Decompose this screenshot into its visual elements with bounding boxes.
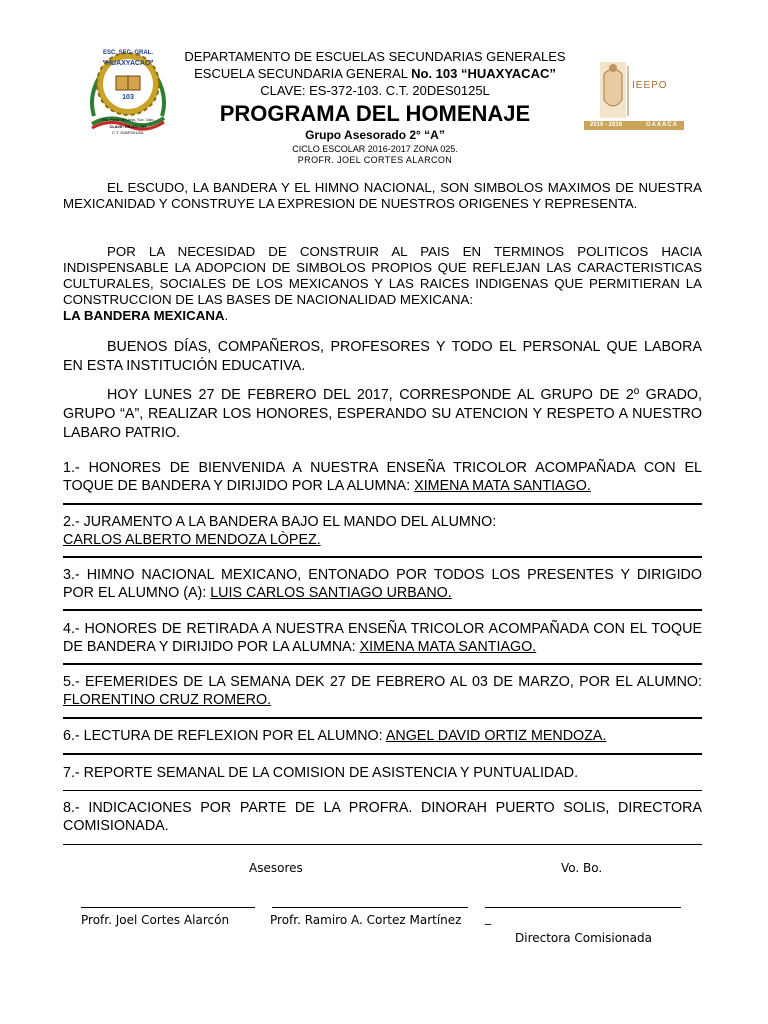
ieepo-logo	[584, 60, 684, 130]
item-6-student: ANGEL DAVID ORTIZ MENDOZA.	[385, 728, 607, 744]
item-8-text: 8.- INDICACIONES POR PARTE DE LA PROFRA. DINORAH PUERTO SOLIS, DIRECTORA COMISIONADA.	[63, 800, 702, 834]
divider	[63, 844, 702, 845]
item-1-student: XIMENA MATA SANTIAGO.	[414, 478, 591, 494]
signer-2-name: Profr. Ramiro A. Cortez Martínez	[270, 913, 462, 927]
header-school	[170, 65, 580, 82]
oaxaca-shield-icon	[584, 60, 684, 130]
program-item-4	[63, 620, 702, 656]
signer-1-name: Profr. Joel Cortes Alarcón	[81, 913, 230, 927]
logo-caption-3: C.T. 20DES0125L	[111, 130, 145, 135]
item-5-text: 5.- EFEMERIDES DE LA SEMANA DEK 27 DE FEBRERO AL 03 DE MARZO, POR EL ALUMNO:	[63, 674, 702, 690]
item-5-student: FLORENTINO CRUZ ROMERO.	[63, 692, 272, 708]
program-item-5	[63, 673, 702, 709]
paragraph-4	[63, 386, 702, 443]
item-2-text: 2.- JURAMENTO A LA BANDERA BAJO EL MANDO DEL ALUMNO:	[63, 514, 497, 530]
item-1-text: 1.- HONORES DE BIENVENIDA A NUESTRA ENSEÑA TRICOLOR ACOMPAÑADA CON EL TOQUE DE BANDERA Y DIRIJIDO POR LA ALUMNA:	[63, 460, 702, 494]
group-label: Grupo Asesorado 2° “A”	[305, 128, 445, 142]
signer-3-mark: _	[485, 911, 491, 925]
asesores-label: Asesores	[249, 861, 303, 875]
paragraph-3	[63, 338, 702, 376]
item-4-student: XIMENA MATA SANTIAGO.	[359, 639, 537, 655]
divider	[63, 790, 702, 791]
school-logo	[86, 46, 170, 138]
item-7-text: 7.- REPORTE SEMANAL DE LA COMISION DE ASISTENCIA Y PUNTUALIDAD.	[63, 765, 579, 781]
header-clave: CLAVE: ES-372-103. C.T. 20DES0125L	[260, 83, 490, 98]
paragraph-2	[63, 244, 702, 324]
paragraph-3-text: BUENOS DÍAS, COMPAÑEROS, PROFESORES Y TODO EL PERSONAL QUE LABORA EN ESTA INSTITUCIÓN EDUCATIVA.	[63, 339, 702, 374]
divider	[63, 753, 702, 755]
divider	[63, 717, 702, 719]
ieepo-years: 2010 - 2016	[590, 122, 623, 128]
paragraph-2-text: POR LA NECESIDAD DE CONSTRUIR AL PAIS EN TERMINOS POLITICOS HACIA INDISPENSABLE LA ADOPCION DE SIMBOLOS PROPIOS QUE REFLEJAN LAS CARACTERISTICAS CULTURALES, SOCIALES DE LOS MEXICANOS Y LAS RAICES INDIGENAS QUE PERMITIERAN LA CONSTRUCCION DE LAS BASES DE NACIONALIDAD MEXICANA:	[63, 244, 702, 307]
logo-caption-1: Sta. Rosa de Lima, Tux. Oax.	[101, 117, 155, 122]
divider	[63, 503, 702, 505]
signer-3-title: Directora Comisionada	[515, 931, 652, 945]
program-item-8	[63, 799, 702, 835]
item-4-text: 4.- HONORES DE RETIRADA A NUESTRA ENSEÑA TRICOLOR ACOMPAÑADA CON EL TOQUE DE BANDERA Y DIRIJIDO POR LA ALUMNA:	[63, 621, 702, 655]
ieepo-text: IEEPO	[632, 80, 668, 91]
vobo-label: Vo. Bo.	[561, 861, 603, 875]
paragraph-4-text: HOY LUNES 27 DE FEBRERO DEL 2017, CORRESPONDE AL GRUPO DE 2º GRADO, GRUPO “A”, REALIZAR LOS HONORES, ESPERANDO SU ATENCION Y RESPETO A NUESTRO LABARO PATRIO.	[63, 387, 702, 441]
logo-top-text: ESC. SEC. GRAL.	[102, 50, 153, 56]
program-item-3	[63, 566, 702, 602]
program-item-1	[63, 459, 702, 495]
school-cycle: CICLO ESCOLAR 2016-2017 ZONA 025.	[292, 144, 458, 154]
program-item-7	[63, 764, 702, 782]
item-2-student: CARLOS ALBERTO MENDOZA LÒPEZ.	[63, 532, 321, 548]
paragraph-1-text: EL ESCUDO, LA BANDERA Y EL HIMNO NACIONAL, SON SIMBOLOS MAXIMOS DE NUESTRA MEXICANIDAD Y CONSTRUYE LA EXPRESION DE NUESTROS ORIGENES Y REPRESENTA.	[63, 180, 702, 211]
divider	[63, 556, 702, 558]
signature-line-1	[81, 907, 255, 908]
logo-number: 103	[122, 94, 134, 101]
paragraph-2-end: .	[224, 308, 229, 323]
divider	[63, 663, 702, 665]
program-item-2	[63, 513, 702, 549]
item-6-text: 6.- LECTURA DE REFLEXION POR EL ALUMNO:	[63, 728, 386, 744]
paragraph-1	[63, 180, 702, 212]
divider	[63, 609, 702, 611]
signature-line-2	[272, 907, 468, 908]
header-school-prefix: ESCUELA SECUNDARIA GENERAL	[194, 66, 412, 81]
program-item-6	[63, 727, 702, 745]
header-department: DEPARTAMENTO DE ESCUELAS SECUNDARIAS GENERALES	[184, 49, 566, 64]
header-school-number: No. 103 “HUAXYACAC”	[411, 66, 556, 81]
logo-caption-2: CLAVE: ES-372-103	[109, 124, 147, 129]
paragraph-2-bold: LA BANDERA MEXICANA	[63, 308, 225, 323]
item-3-student: LUIS CARLOS SANTIAGO URBANO.	[210, 585, 452, 601]
teacher-name: PROFR. JOEL CORTES ALARCON	[297, 155, 453, 165]
logo-name: “HUAXYACAC”	[102, 60, 154, 67]
signature-line-3	[485, 907, 681, 908]
item-3-text: 3.- HIMNO NACIONAL MEXICANO, ENTONADO POR TODOS LOS PRESENTES Y DIRIGIDO POR EL ALUMNO (A):	[63, 567, 702, 601]
ieepo-state: OAXACA	[646, 122, 679, 128]
page-title: PROGRAMA DEL HOMENAJE	[219, 101, 531, 126]
